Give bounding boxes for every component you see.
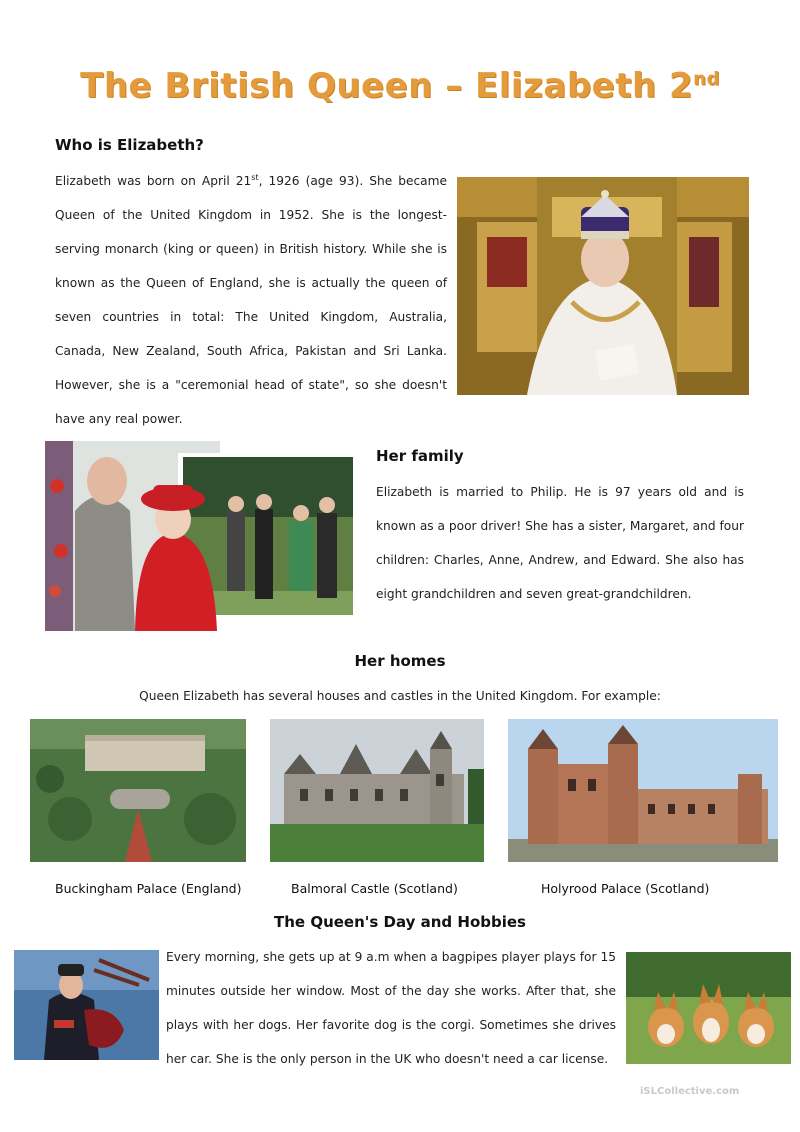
- page-title: [0, 66, 800, 106]
- family-paragraph: Elizabeth is married to Philip. He is 97 years old and is known as a poor driver! She has a sister, Margaret, and four children: Charles, Anne, Andrew, and Edward. She also has eight grandchildren and seven great-grandchildren.: [376, 485, 744, 601]
- balmoral-photo: [270, 719, 484, 862]
- page-title-sup: nd: [693, 68, 720, 90]
- day-paragraph: Every morning, she gets up at 9 a.m when a bagpipes player plays for 15 minutes outside her window. Most of the day she works. After that, she plays with her dogs. Her favorite dog is the corgi. Sometimes she drives her car. She is the only person in the UK who doesn't need a car license.: [166, 950, 616, 1066]
- who-heading: Who is Elizabeth?: [55, 136, 204, 154]
- queen-throne-photo: [457, 177, 749, 395]
- homes-heading: Her homes: [354, 652, 446, 670]
- caption-buckingham: Buckingham Palace (England): [55, 881, 242, 896]
- who-paragraph: [55, 164, 447, 436]
- day-heading: The Queen's Day and Hobbies: [274, 913, 526, 931]
- caption-balmoral: Balmoral Castle (Scotland): [291, 881, 458, 896]
- buckingham-photo: [30, 719, 246, 862]
- corgis-photo: [626, 952, 791, 1064]
- family-photo: [45, 441, 357, 631]
- watermark: iSLCollective.com: [640, 1086, 740, 1097]
- who-text-a: Elizabeth was born on April 21: [55, 174, 252, 188]
- caption-holyrood: Holyrood Palace (Scotland): [541, 881, 710, 896]
- homes-intro: Queen Elizabeth has several houses and castles in the United Kingdom. For example:: [139, 689, 661, 703]
- page-title-text: The British Queen – Elizabeth 2: [80, 66, 694, 106]
- who-text-sup: st: [251, 172, 259, 182]
- family-heading: Her family: [376, 447, 464, 465]
- who-text-b: , 1926 (age 93). She became Queen of the United Kingdom in 1952. She is the longest-serving monarch (king or queen) in British history. While she is known as the Queen of England, she is actually the queen of seven countries in total: The United Kingdom, Australia, Canada, New Zealand, South Africa, Pakistan and Sri Lanka. However, she is a "ceremonial head of state", so she doesn't have any real power.: [55, 174, 447, 426]
- holyrood-photo: [508, 719, 778, 862]
- bagpiper-photo: [14, 950, 159, 1060]
